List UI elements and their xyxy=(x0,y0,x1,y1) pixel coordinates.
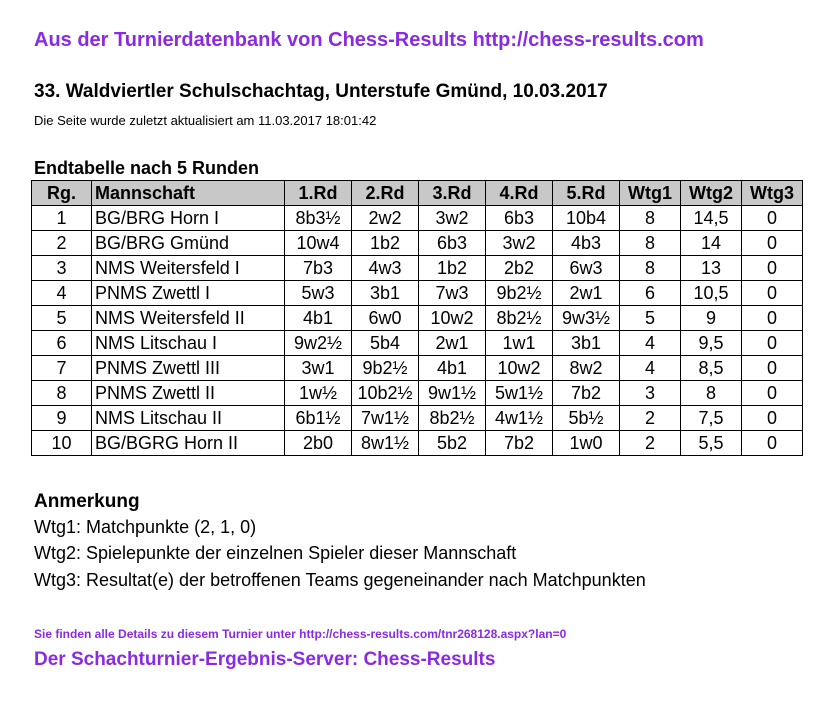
cell-wtg1: 2 xyxy=(620,431,681,456)
cell-rank: 3 xyxy=(32,256,92,281)
col-header-round-4: 4.Rd xyxy=(486,181,553,206)
cell-wtg3: 0 xyxy=(742,281,803,306)
cell-round-4: 6b3 xyxy=(486,206,553,231)
cell-round-1: 8b3½ xyxy=(285,206,352,231)
last-updated-text: Die Seite wurde zuletzt aktualisiert am 11.03.2017 18:01:42 xyxy=(34,113,377,128)
cell-wtg1: 5 xyxy=(620,306,681,331)
table-row xyxy=(32,381,803,406)
cell-team: PNMS Zwettl II xyxy=(92,381,285,406)
cell-round-5: 8w2 xyxy=(553,356,620,381)
cell-round-2: 7w1½ xyxy=(352,406,419,431)
cell-rank: 10 xyxy=(32,431,92,456)
cell-wtg1: 4 xyxy=(620,331,681,356)
cell-round-1: 1w½ xyxy=(285,381,352,406)
cell-round-4: 2b2 xyxy=(486,256,553,281)
cell-round-3: 9w1½ xyxy=(419,381,486,406)
cell-team: BG/BRG Horn I xyxy=(92,206,285,231)
col-header-wtg3: Wtg3 xyxy=(742,181,803,206)
cell-wtg3: 0 xyxy=(742,231,803,256)
col-header-rank: Rg. xyxy=(32,181,92,206)
cell-rank: 8 xyxy=(32,381,92,406)
cell-team: BG/BGRG Horn II xyxy=(92,431,285,456)
cell-team: NMS Litschau I xyxy=(92,331,285,356)
cell-round-4: 9b2½ xyxy=(486,281,553,306)
note-wtg3: Wtg3: Resultat(e) der betroffenen Teams gegeneinander nach Matchpunkten xyxy=(34,570,646,590)
cell-wtg2: 8 xyxy=(681,381,742,406)
cell-wtg3: 0 xyxy=(742,406,803,431)
cell-wtg2: 8,5 xyxy=(681,356,742,381)
cell-round-3: 6b3 xyxy=(419,231,486,256)
cell-round-4: 3w2 xyxy=(486,231,553,256)
col-header-team: Mannschaft xyxy=(92,181,285,206)
cell-round-2: 10b2½ xyxy=(352,381,419,406)
cell-round-1: 5w3 xyxy=(285,281,352,306)
cell-wtg3: 0 xyxy=(742,306,803,331)
cell-wtg1: 4 xyxy=(620,356,681,381)
cell-round-4: 5w1½ xyxy=(486,381,553,406)
cell-round-1: 2b0 xyxy=(285,431,352,456)
cell-round-4: 4w1½ xyxy=(486,406,553,431)
cell-wtg1: 2 xyxy=(620,406,681,431)
cell-wtg2: 9,5 xyxy=(681,331,742,356)
cell-round-2: 6w0 xyxy=(352,306,419,331)
cell-round-3: 1b2 xyxy=(419,256,486,281)
col-header-wtg1: Wtg1 xyxy=(620,181,681,206)
cell-rank: 7 xyxy=(32,356,92,381)
note-wtg1: Wtg1: Matchpunkte (2, 1, 0) xyxy=(34,517,257,537)
cell-team: NMS Weitersfeld II xyxy=(92,306,285,331)
cell-round-5: 6w3 xyxy=(553,256,620,281)
cell-round-1: 6b1½ xyxy=(285,406,352,431)
cell-wtg1: 8 xyxy=(620,256,681,281)
cell-wtg1: 8 xyxy=(620,206,681,231)
cell-round-5: 9w3½ xyxy=(553,306,620,331)
standings-table xyxy=(31,180,803,456)
cell-round-4: 1w1 xyxy=(486,331,553,356)
cell-round-5: 3b1 xyxy=(553,331,620,356)
standings-body xyxy=(32,206,803,456)
col-header-round-2: 2.Rd xyxy=(352,181,419,206)
cell-team: BG/BRG Gmünd xyxy=(92,231,285,256)
cell-round-2: 8w1½ xyxy=(352,431,419,456)
cell-round-2: 2w2 xyxy=(352,206,419,231)
table-row xyxy=(32,231,803,256)
table-row xyxy=(32,331,803,356)
cell-round-5: 10b4 xyxy=(553,206,620,231)
source-link-line[interactable]: Aus der Turnierdatenbank von Chess-Results http://chess-results.com xyxy=(34,29,704,51)
col-header-round-1: 1.Rd xyxy=(285,181,352,206)
cell-round-3: 3w2 xyxy=(419,206,486,231)
cell-rank: 6 xyxy=(32,331,92,356)
cell-wtg1: 6 xyxy=(620,281,681,306)
cell-round-3: 5b2 xyxy=(419,431,486,456)
cell-round-1: 9w2½ xyxy=(285,331,352,356)
table-title: Endtabelle nach 5 Runden xyxy=(34,158,260,178)
cell-wtg2: 13 xyxy=(681,256,742,281)
col-header-round-5: 5.Rd xyxy=(553,181,620,206)
cell-round-1: 10w4 xyxy=(285,231,352,256)
cell-wtg3: 0 xyxy=(742,381,803,406)
cell-round-5: 5b½ xyxy=(553,406,620,431)
cell-round-4: 10w2 xyxy=(486,356,553,381)
note-wtg2: Wtg2: Spielepunkte der einzelnen Spieler dieser Mannschaft xyxy=(34,543,517,563)
cell-round-2: 9b2½ xyxy=(352,356,419,381)
col-header-round-3: 3.Rd xyxy=(419,181,486,206)
col-header-wtg2: Wtg2 xyxy=(681,181,742,206)
cell-round-2: 4w3 xyxy=(352,256,419,281)
cell-round-1: 7b3 xyxy=(285,256,352,281)
cell-round-1: 4b1 xyxy=(285,306,352,331)
cell-round-5: 7b2 xyxy=(553,381,620,406)
table-row xyxy=(32,431,803,456)
table-row xyxy=(32,356,803,381)
cell-round-1: 3w1 xyxy=(285,356,352,381)
table-header-row xyxy=(32,181,803,206)
cell-round-5: 4b3 xyxy=(553,231,620,256)
cell-rank: 5 xyxy=(32,306,92,331)
cell-wtg1: 8 xyxy=(620,231,681,256)
cell-team: NMS Litschau II xyxy=(92,406,285,431)
server-footer-line[interactable]: Der Schachturnier-Ergebnis-Server: Chess-Results xyxy=(34,649,496,670)
cell-wtg3: 0 xyxy=(742,206,803,231)
cell-rank: 1 xyxy=(32,206,92,231)
page-title: 33. Waldviertler Schulschachtag, Unterstufe Gmünd, 10.03.2017 xyxy=(34,81,608,102)
notes-title: Anmerkung xyxy=(34,491,140,512)
cell-team: PNMS Zwettl III xyxy=(92,356,285,381)
cell-wtg2: 7,5 xyxy=(681,406,742,431)
cell-round-2: 3b1 xyxy=(352,281,419,306)
cell-wtg3: 0 xyxy=(742,256,803,281)
cell-team: PNMS Zwettl I xyxy=(92,281,285,306)
table-row xyxy=(32,306,803,331)
cell-wtg2: 10,5 xyxy=(681,281,742,306)
cell-wtg3: 0 xyxy=(742,356,803,381)
cell-round-2: 5b4 xyxy=(352,331,419,356)
cell-round-4: 7b2 xyxy=(486,431,553,456)
cell-rank: 2 xyxy=(32,231,92,256)
cell-rank: 4 xyxy=(32,281,92,306)
cell-round-4: 8b2½ xyxy=(486,306,553,331)
cell-round-2: 1b2 xyxy=(352,231,419,256)
cell-wtg1: 3 xyxy=(620,381,681,406)
cell-round-5: 2w1 xyxy=(553,281,620,306)
cell-round-3: 7w3 xyxy=(419,281,486,306)
cell-wtg2: 14,5 xyxy=(681,206,742,231)
table-row xyxy=(32,281,803,306)
cell-wtg2: 5,5 xyxy=(681,431,742,456)
cell-rank: 9 xyxy=(32,406,92,431)
cell-wtg2: 14 xyxy=(681,231,742,256)
cell-wtg3: 0 xyxy=(742,331,803,356)
details-link-line[interactable]: Sie finden alle Details zu diesem Turnier unter http://chess-results.com/tnr268128.aspx?lan=0 xyxy=(34,627,567,641)
cell-round-5: 1w0 xyxy=(553,431,620,456)
cell-round-3: 2w1 xyxy=(419,331,486,356)
cell-round-3: 10w2 xyxy=(419,306,486,331)
cell-wtg2: 9 xyxy=(681,306,742,331)
table-row xyxy=(32,406,803,431)
table-row xyxy=(32,256,803,281)
table-row xyxy=(32,206,803,231)
cell-wtg3: 0 xyxy=(742,431,803,456)
cell-round-3: 4b1 xyxy=(419,356,486,381)
cell-team: NMS Weitersfeld I xyxy=(92,256,285,281)
cell-round-3: 8b2½ xyxy=(419,406,486,431)
